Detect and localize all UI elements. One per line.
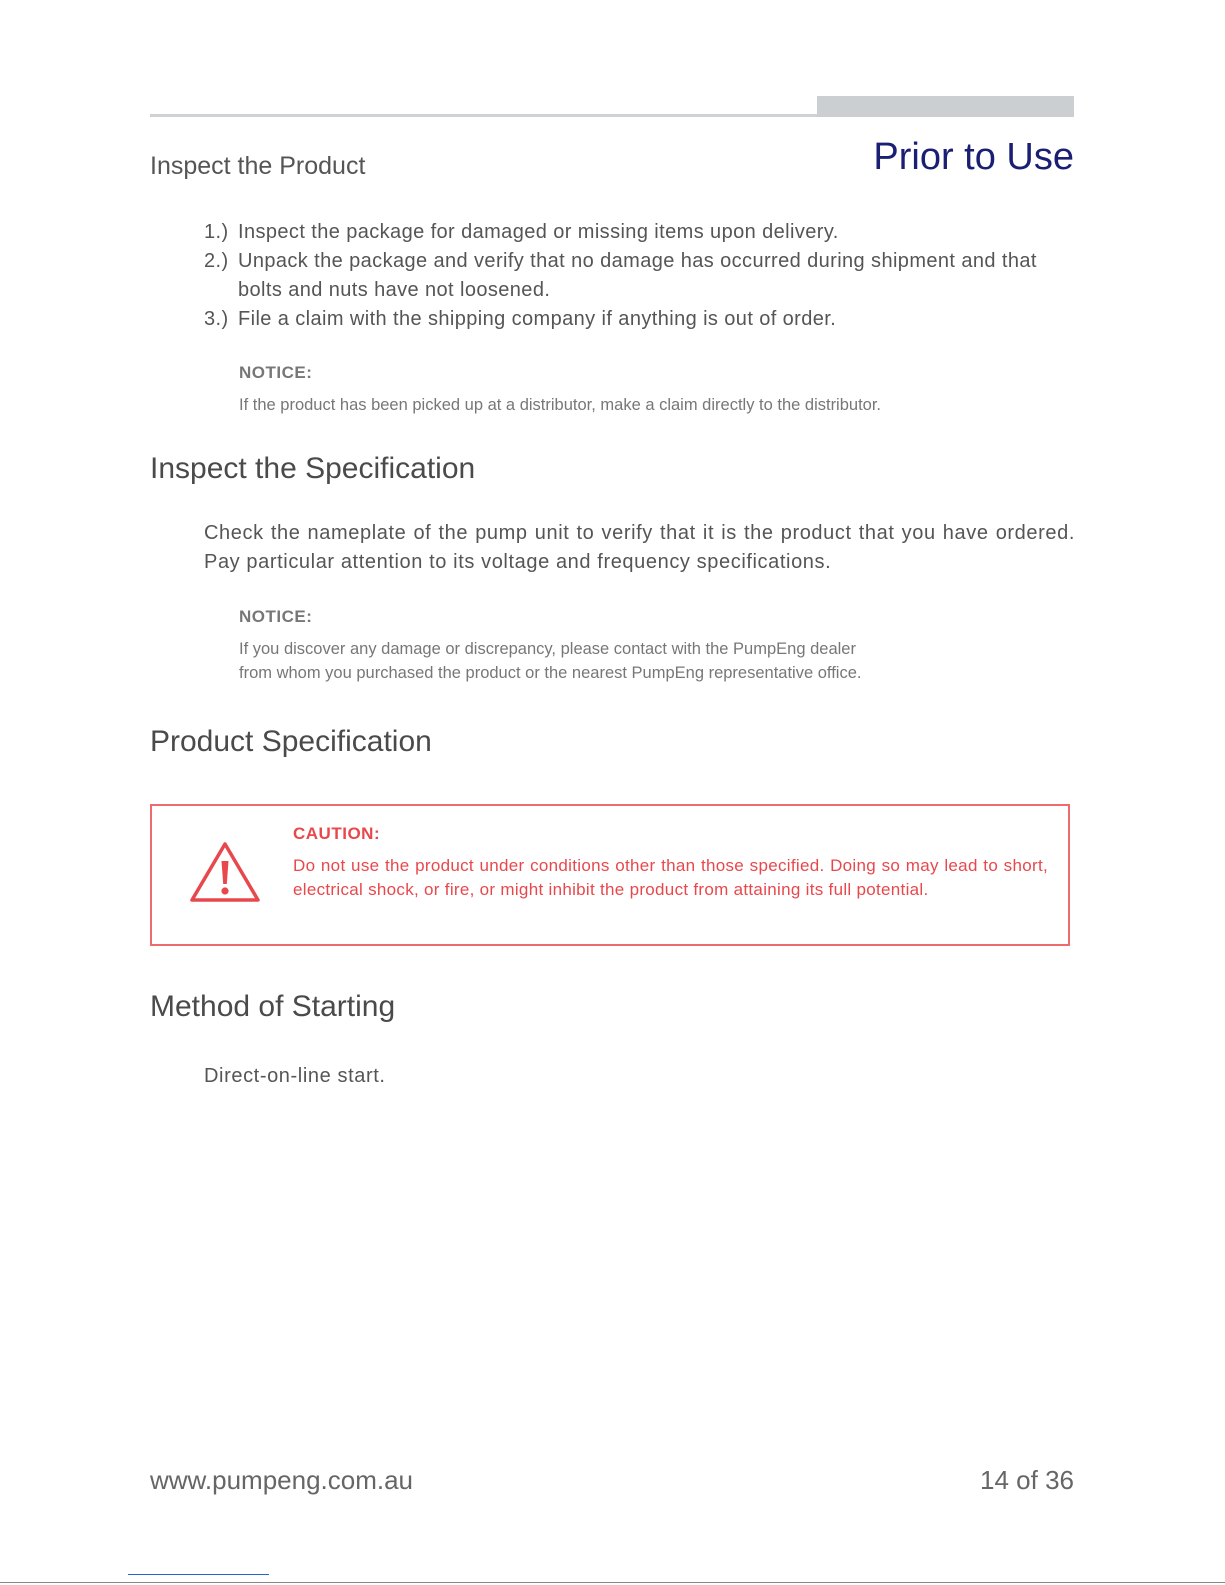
warning-triangle-icon [189,840,261,904]
inspection-steps-list [204,218,1075,334]
notice-text: If the product has been picked up at a distributor, make a claim directly to the distributor. [239,396,882,414]
notice-text [239,637,999,685]
step-text: File a claim with the shipping company if anything is out of order. [238,308,837,330]
section-heading-product-specification: Product Specification [150,725,432,758]
list-item [204,305,1075,334]
specification-body: Check the nameplate of the pump unit to verify that it is the product that you have ordered. Pay particular attention to its voltage and frequency specifications. [204,522,1075,573]
list-item [204,247,1075,305]
section-heading-method-of-starting: Method of Starting [150,990,396,1023]
step-number: 3.) [204,308,229,330]
step-text: Inspect the package for damaged or missing items upon delivery. [238,221,839,243]
bottom-rule [0,1582,1225,1583]
notice-discrepancy [239,607,999,685]
caution-content [293,824,1048,902]
notice-label: NOTICE: [239,363,313,382]
footer-page-number: 14 of 36 [980,1465,1074,1495]
chapter-title: Prior to Use [873,136,1074,178]
header-tab [817,96,1074,117]
notice-text-line: from whom you purchased the product or the nearest PumpEng representative office. [239,664,862,682]
step-text: Unpack the package and verify that no damage has occurred during shipment and that bolts and nuts have not loosened. [238,250,1037,301]
caution-text: Do not use the product under conditions other than those specified. Doing so may lead to short, electrical shock, or fire, or might inhibit the product from attaining its full potential. [293,856,1048,899]
step-number: 1.) [204,221,229,243]
step-number: 2.) [204,250,229,272]
section-heading-inspect-specification: Inspect the Specification [150,452,476,485]
method-of-starting-body: Direct-on-line start. [204,1065,386,1087]
footer-url: www.pumpeng.com.au [150,1465,414,1495]
sub-heading-inspect-product: Inspect the Product [150,152,366,180]
caution-box [150,804,1070,946]
bottom-rule-mark [128,1574,269,1575]
notice-text-line: If you discover any damage or discrepancy, please contact with the PumpEng dealer [239,640,856,658]
notice-label: NOTICE: [239,607,313,626]
caution-label: CAUTION: [293,824,381,843]
list-item [204,218,1075,247]
notice-distributor [239,363,999,417]
